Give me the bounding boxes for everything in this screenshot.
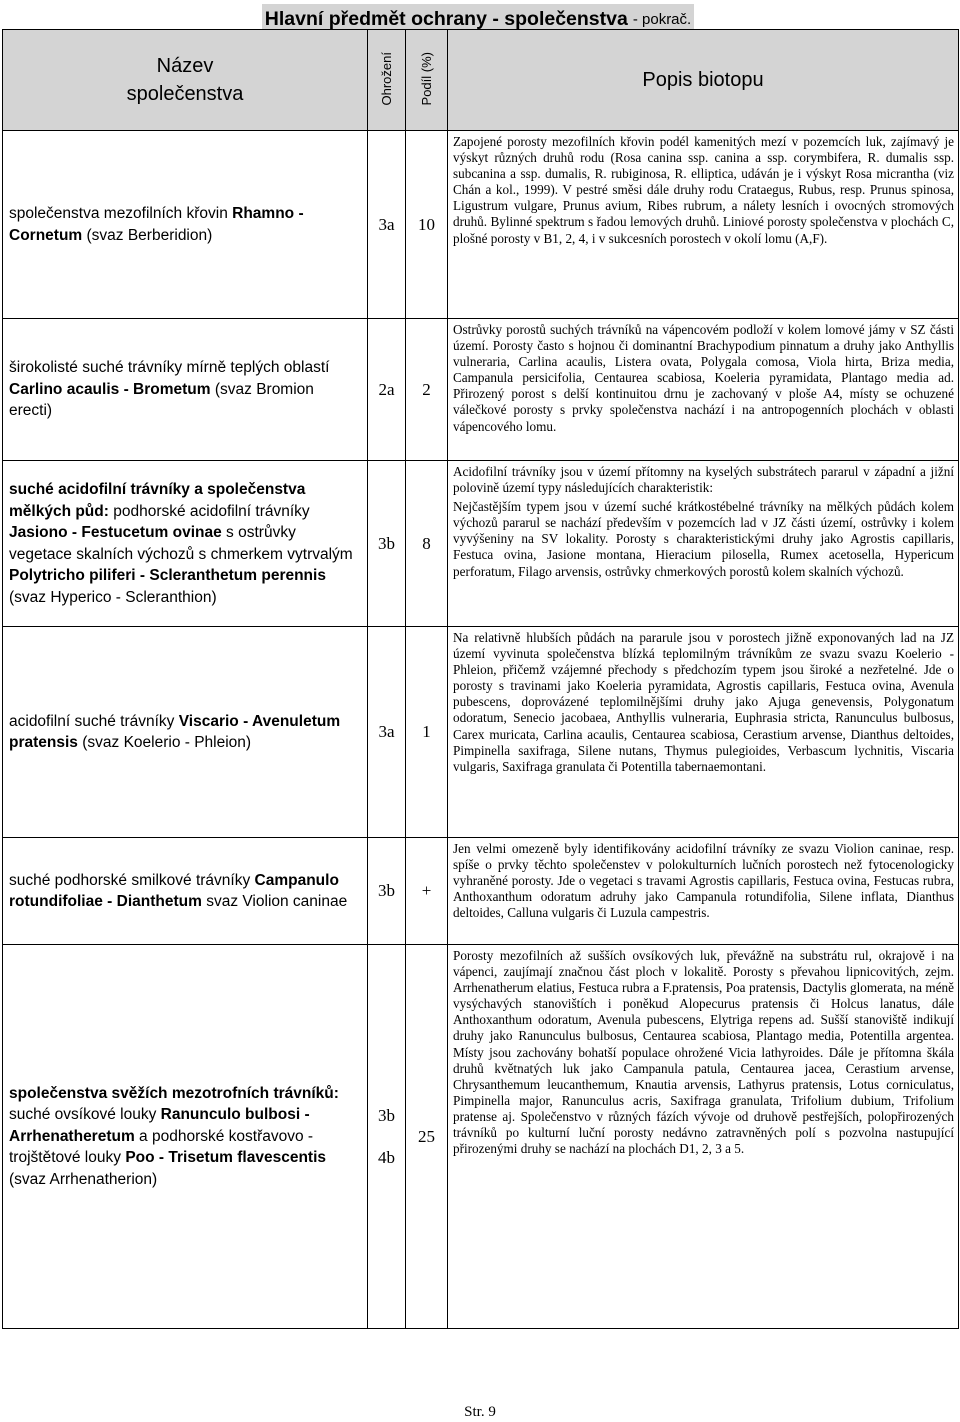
share-value: + [406,838,448,945]
biotope-description [448,131,959,319]
description-paragraph: Ostrůvky porostů suchých trávníků na vápencovém podloží v kolem lomové jámy v SZ části území. Porosty často s hojnou či dominantní Brachypodium pinnatum a druhy jako Anthyllis vulneraria, Carlina acaulis, Listera ovata, Polygala comosa, Viola hirta, Briza media, Campanula persicifolia, Centaurea scabiosa, Koeleria pyramidata, Plantago media ad. Přirozený porost s delší kontinuitou drnu je zachovaný v ploše A4, místy se ochuzené válečkové porosty s prvky společenstva nachází i na antropogenních plochách v oblasti vápencového lomu. [453,322,954,434]
share-value: 8 [406,461,448,627]
community-name-latin: Viscario - Avenuletum pratensis [9,712,341,751]
table-row [3,838,959,945]
community-name [3,627,368,838]
community-name-latin: společenstva svěžích mezotrofních trávníků: [9,1084,339,1102]
communities-table [2,29,959,1329]
community-name-text: acidofilní suché trávníky [9,712,179,730]
header-share-label: Podíl (%) [419,51,434,106]
header-name-line2: společenstva [126,83,244,105]
biotope-description [448,945,959,1329]
description-paragraph: Jen velmi omezeně byly identifikovány acidofilní trávníky ze svazu Violion caninae, resp. spíše o prvky těchto společenstev v polokulturních lučních porostech než fytocenologicky vyhraněné porosty. Jde o vegetaci s travami Agrostis capillaris, Festuca ovina, Festucas rubra, Anthoxanthum odoratum adruhy jako Campanula rotundifolia, Silene inflata, Dianthus deltoides, Calluna vulgaris či Luzula campestris. [453,841,954,921]
header-threat-label: Ohrožení [379,51,394,106]
community-name-latin: Carlino acaulis - Brometum [9,380,211,398]
table-row [3,319,959,461]
biotope-description [448,838,959,945]
community-name-text: širokolisté suché trávníky mírně teplých oblastí [9,359,330,377]
community-name-text: (svaz Arrhenatherion) [9,1170,158,1188]
header-name-line1: Název [156,55,214,77]
community-name-text: svaz Violion caninae [201,893,348,910]
biotope-description [448,461,959,627]
header-name [3,30,368,131]
community-name-latin: Jasiono - Festucetum ovinae [9,524,222,541]
threat-line: 3b [378,1105,395,1125]
community-name-latin: Ranunculo bulbosi - Arrhenatheretum [9,1106,310,1145]
biotope-description [448,627,959,838]
community-name-text: (svaz Koelerio - Phleion) [77,734,252,751]
community-name-latin: Poo - Trisetum flavescentis [125,1149,327,1167]
share-value: 25 [406,945,448,1329]
community-name-latin: Campanulo rotundifoliae - Dianthetum [9,871,339,910]
community-name [3,131,368,319]
community-name-text: a podhorské kostřavovo - trojštětové louky [9,1127,314,1167]
community-name-text: společenstva mezofilních křovin [9,205,233,222]
biotope-description [448,319,959,461]
description-paragraph: Zapojené porosty mezofilních křovin podél kamenitých mezí v pozemcích luk, zajímavý je výskyt různých druhů rodu (Rosa canina ssp. canina a ssp. corymbifera, R. dumalis ssp. subcanina a ssp. dumalis, R. rubiginosa, R. elliptica, udáván je i výskyt Rosa micrantha (viz Chán a kol., 1999). V pestré směsi dále druhy rodu Crataegus, Rubus, resp. Prunus spinosa, Ligustrum vulgare, Prunus avium, Ribes rubrum, a nálety lesních i ovocných stromových druhů. Bylinné spektrum s řadou lemových druhů. Liniové porosty společenstva v plochách C, plošné porosty v B1, 2, 4, i v sukcesních porostech v okolí lomu (A,F). [453,134,954,246]
description-paragraph: Porosty mezofilních až sušších ovsíkových luk, převážně na substrátu rul, okrajově i na vápenci, zaujímají značnou část ploch v lokalitě. Porosty s převahou lipnicovitých, zejm. Arrhenatherum elatius, Festuca rubra a F.pratensis, Poa pratensis, Dactylis glomerata, na méně vysýchavých stanovištích i poněkud Alopecurus pratensis či Holcus lanatus, dále Anthoxanthum odoratum, Avenula pubescens, Elytriga repens ad. Sušší stanoviště indikují druhy jako Ranunculus bulbosus, Centaurea scabiosa, Plantago media, Potentilla argentea. Místy jsou zachovány bohatší populace ohrožené Vicia lathyroides. Dále je přítomna škála druhů květnatých luk jako Campanula patula, Centaurea jacea, Cerastium arvense, Chrysanthemum leucanthemum, Knautia arvensis, Lathyrus pratensis, Lotus corniculatus, Pimpinella major, Ranunculus acris, Saxifraga granulata, Trifolium dubium, Trifolium pratense aj. Společenstvo v různých fázích vývoje od druhově pestřejších, polopřirozených trávníků po kulturní luční porosty nedávno zatravněných polí s pozvolna nastupující přirozenými druhy se nachází na plochách D1, 2, 3 a 5. [453,948,954,1157]
community-name [3,461,368,627]
page-title: Hlavní předmět ochrany - společenstva [264,7,628,30]
community-name-text: (svaz Bromion erecti) [9,380,314,420]
share-value: 1 [406,627,448,838]
table-row [3,461,959,627]
threat-value: 3a [368,131,406,319]
community-name-text: podhorské acidofilní trávníky [108,502,310,520]
threat-value [368,945,406,1329]
community-name-latin: Polytricho piliferi - Scleranthetum perennis [9,567,326,584]
header-description-label: Popis biotopu [642,68,764,91]
description-paragraph: Acidofilní trávníky jsou v území přítomny na kyselých substrátech pararul v západní a jižní polovině území typy následujících charakteristik: [453,464,954,496]
community-name-latin: suché acidofilní trávníky a společenstva mělkých půd: [9,481,306,520]
community-name [3,319,368,461]
description-paragraph: Nejčastějším typem jsou v území suché krátkostébelné trávníky na mělkých půdách kolem výchozů pararul se nachází především v pozemcích lad v JZ části území, ostrůvky i kolem vyvýšeniny na SV lokality. Porosty s charakteristickými druhy jako Agrostis capillaris, Festuca ovina, Jasione montana, Hieracium pilosella, Rumex acetosella, Hypericum perforatum, Filago arvensis, ostrůvky chmerkových porostů kolem skalních výchozů. [453,499,954,579]
share-value: 2 [406,319,448,461]
description-paragraph: Na relativně hlubších půdách na pararule jsou v porostech jižně exponovaných lad na JZ území vyvinuta společenstva blízká teplomilným trávníkům ze svazu svazu Koelerio - Phleion, přičemž vzájemné přechody s předchozím typem jsou široké a nezřetelné. Jde o porosty s travinami jako Koeleria pyramidata, Agrostis capillaris, Festuca ovina, Avenula pubescens, doprovázené teplomilnějšími druhy jako Ajuga genevensis, Polygonatum odoratum, Senecio jacobaea, Anthyllis vulneraria, Euphrasia stricta, Ranunculus bulbosus, Carex muricata, Carlina acaulis, Centaurea scabiosa, Cerastium arvense, Dianthus deltoides, Pimpinella saxifraga, Silene nutans, Thymus pulegioides, Verbascum lychnitis, Viscaria vulgaris, Saxifraga granulata či Potentilla tabernaemontani. [453,630,954,774]
header-description [448,30,959,131]
community-name-text: (svaz Hyperico - Scleranthion) [9,588,217,606]
community-name [3,945,368,1329]
threat-line: 4b [378,1147,395,1167]
table-row [3,627,959,838]
page-title-suffix: - pokrač. [632,10,692,28]
page-number: Str. 9 [464,1404,496,1420]
header-threat [368,30,406,131]
threat-value: 3b [368,461,406,627]
table-row [3,945,959,1329]
threat-value: 3b [368,838,406,945]
community-name-text: suché podhorské smilkové trávníky [9,871,255,889]
community-name [3,838,368,945]
threat-value: 2a [368,319,406,461]
table-header-row [3,30,959,131]
threat-value: 3a [368,627,406,838]
share-value: 10 [406,131,448,319]
header-share [406,30,448,131]
community-name-text: suché ovsíkové louky [9,1106,161,1124]
community-name-text: s ostrůvky vegetace skalních výchozů s chmerkem vytrvalým [9,524,353,563]
table-row [3,131,959,319]
community-name-text: (svaz Berberidion) [82,226,213,244]
community-name-latin: Rhamno - Cornetum [9,205,304,244]
